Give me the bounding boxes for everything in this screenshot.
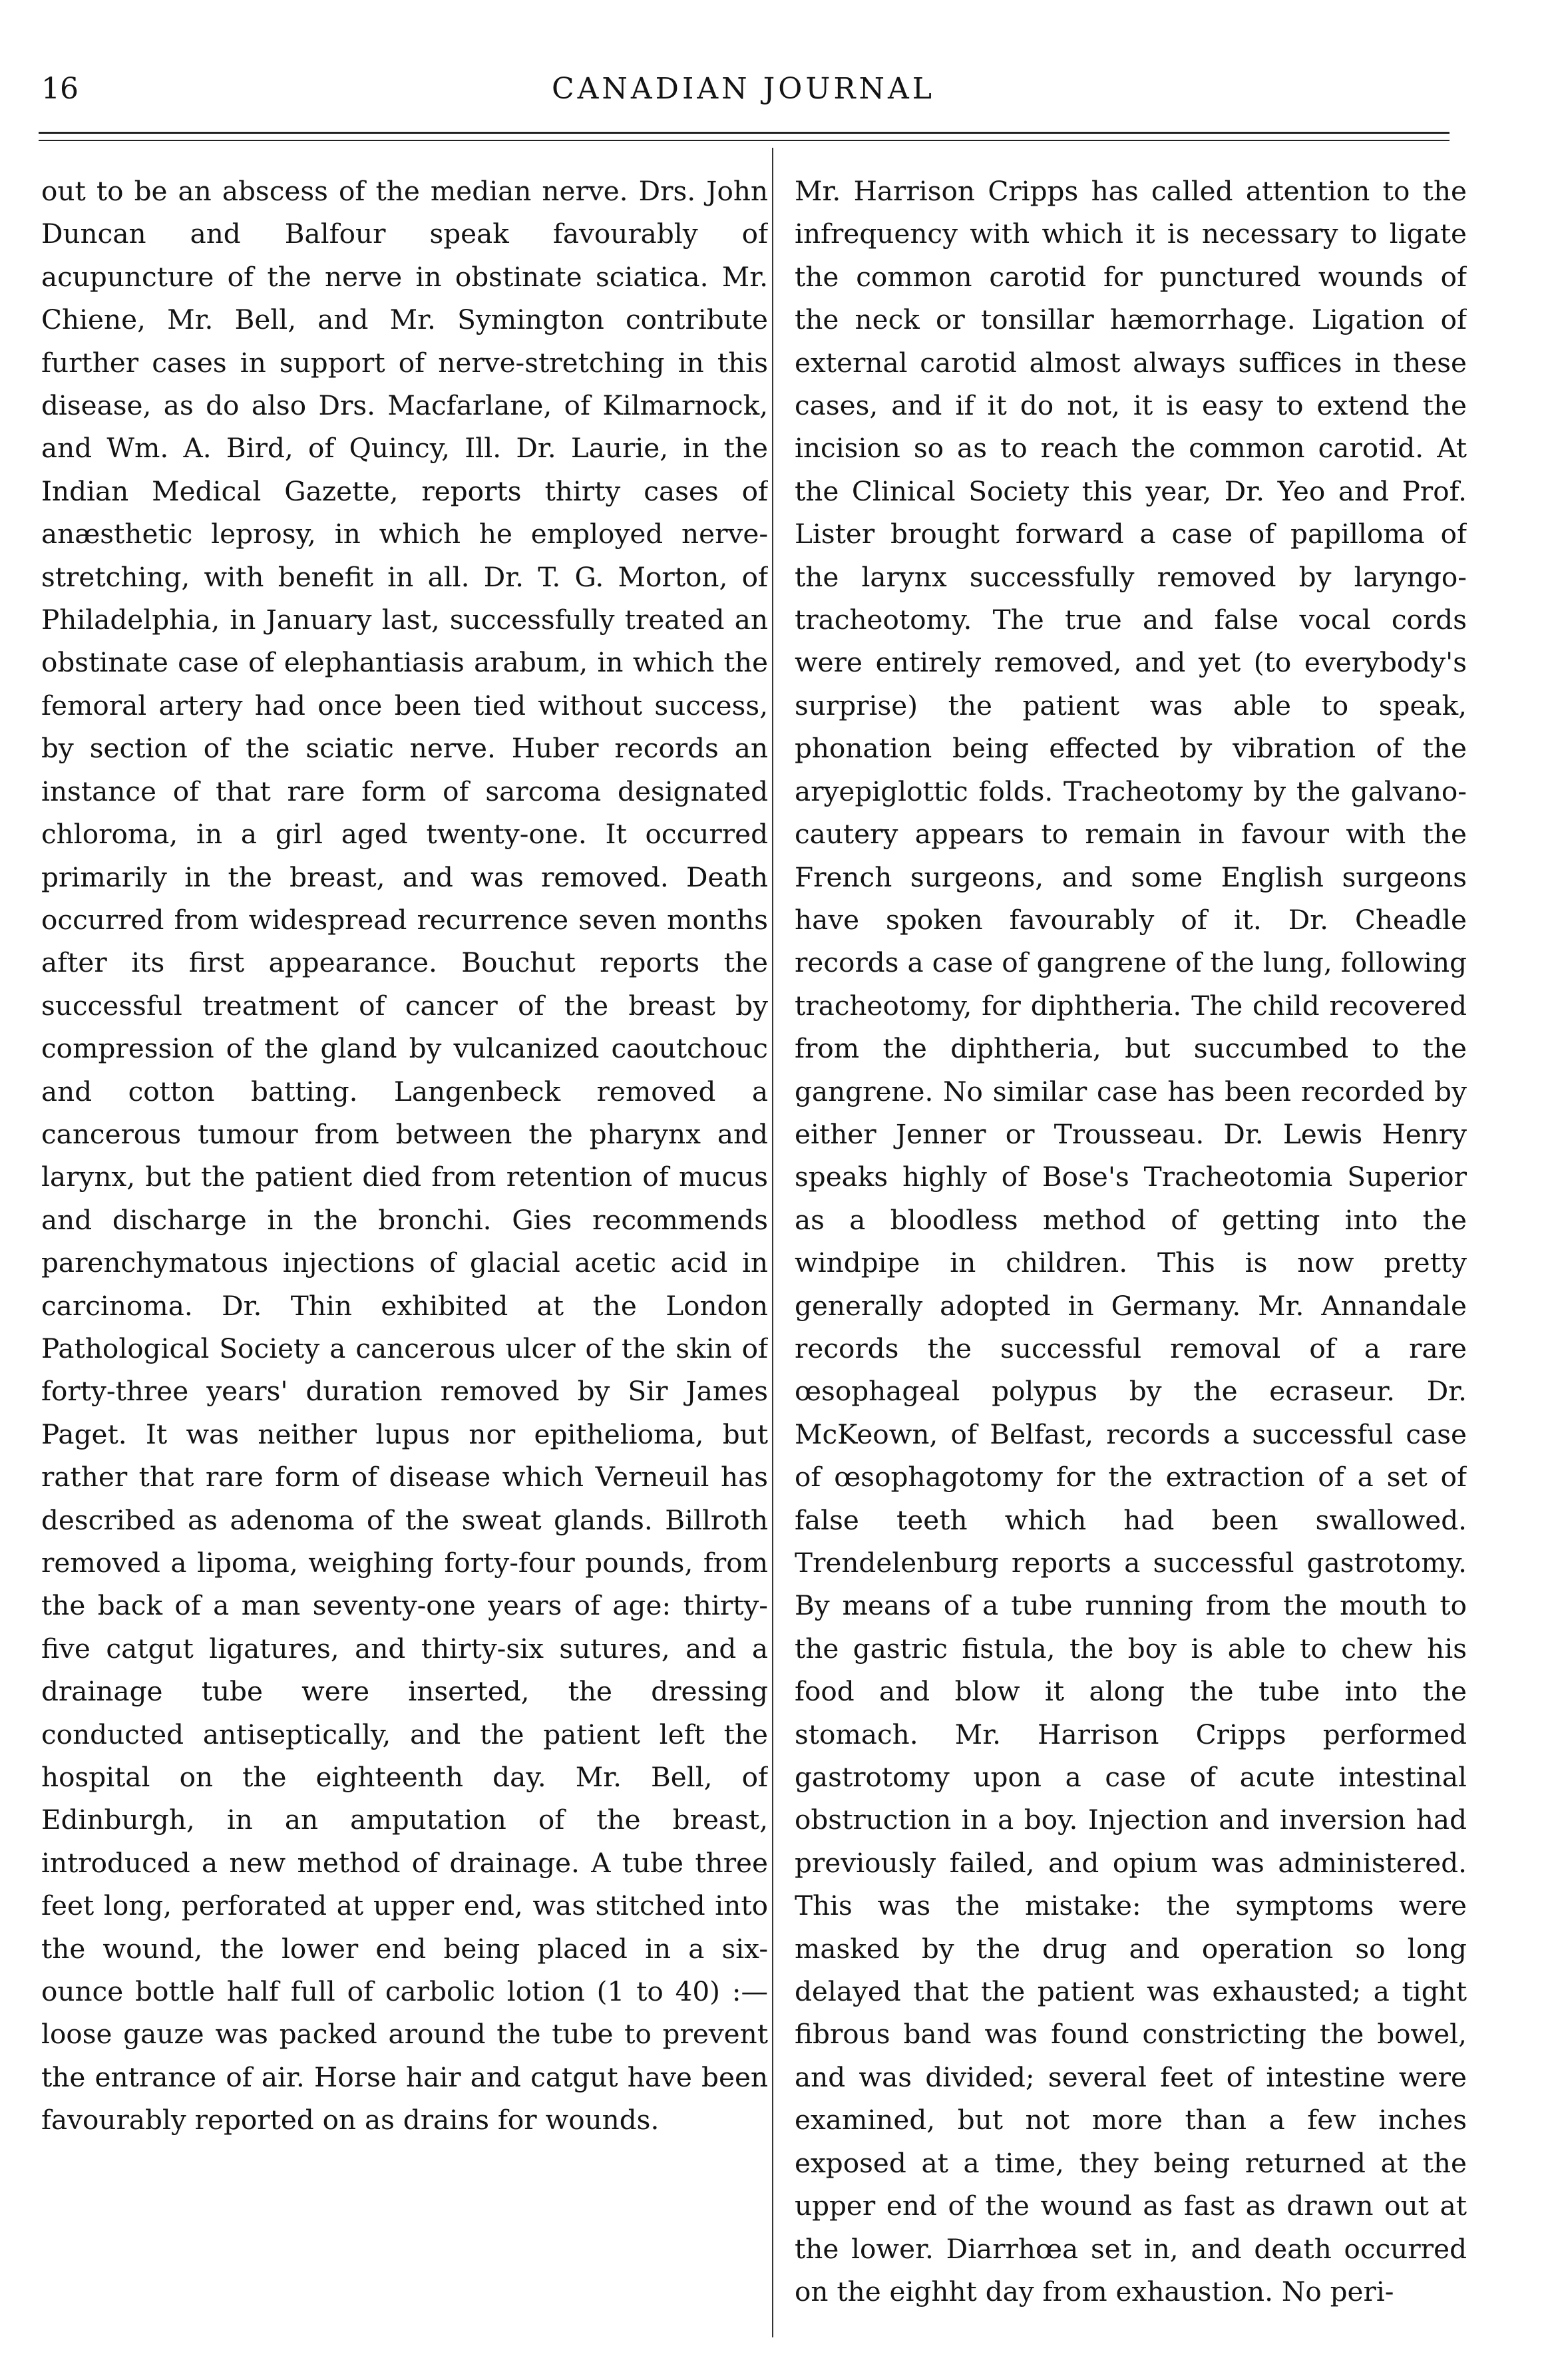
left-column-text: out to be an abscess of the median nerve. Drs. John Duncan and Balfour speak favourably of acupuncture of the nerve in obstinate sciatica. Mr. Chiene, Mr. Bell, and Mr. Symington contribute further cases in support of nerve-stretching in this disease, as do also Drs. Macfarlane, of Kilmarnock, and Wm. A. Bird, of Quincy, Ill. Dr. Laurie, in the Indian Medical Gazette, reports thirty cases of anæsthetic leprosy, in which he employed nerve-stretching, with benefit in all. Dr. T. G. Morton, of Philadelphia, in January last, successfully treated an obstinate case of elephantiasis arabum, in which the femoral artery had once been tied without success, by section of the sciatic nerve. Huber records an instance of that rare form of sarcoma designated chloroma, in a girl aged twenty-one. It occurred primarily in the breast, and was removed. Death occurred from widespread recurrence seven months after its first appearance. Bouchut reports the successful treatment of cancer of the breast by compression of the gland by vulcanized caoutchouc and cotton batting. Langenbeck removed a cancerous tumour from between the pharynx and larynx, but the patient died from retention of mucus and discharge in the bronchi. Gies recommends parenchymatous injections of glacial acetic acid in carcinoma. Dr. Thin exhibited at the London Pathological Society a cancerous ulcer of the skin of forty-three years' duration removed by Sir James Paget. It was neither lupus nor epithelioma, but rather that rare form of disease which Verneuil has described as adenoma of the sweat glands. Billroth removed a lipoma, weighing forty-four pounds, from the back of a man seventy-one years of age: thirty-five catgut ligatures, and thirty-six sutures, and a drainage tube were inserted, the dressing conducted antiseptically, and the patient left the hospital on the eighteenth day. Mr. Bell, of Edinburgh, in an amputation of the breast, introduced a new method of drainage. A tube three feet long, perforated at upper end, was stitched into the wound, the lower end being placed in a six-ounce bottle half full of carbolic lotion (1 to 40) :—loose gauze was packed around the tube to prevent the entrance of air. Horse hair and catgut have been favourably reported on as drains for wounds.	[41, 175, 768, 2136]
header-rule-bottom	[39, 140, 1449, 141]
left-column	[41, 170, 768, 2353]
right-column	[795, 170, 1467, 2353]
page-number: 16	[41, 72, 79, 106]
running-title: CANADIAN JOURNAL	[551, 72, 936, 106]
page-header	[41, 72, 1446, 125]
header-rule-top	[39, 132, 1449, 134]
column-divider	[772, 148, 773, 2337]
right-column-text: Mr. Harrison Cripps has called attention to the infrequency with which it is necessary to ligate the common carotid for punctured wounds of the neck or tonsillar hæmorrhage. Ligation of external carotid almost always suffices in these cases, and if it do not, it is easy to extend the incision so as to reach the common carotid. At the Clinical Society this year, Dr. Yeo and Prof. Lister brought forward a case of papilloma of the larynx successfully removed by laryngo-tracheotomy. The true and false vocal cords were entirely removed, and yet (to everybody's surprise) the patient was able to speak, phonation being effected by vibration of the aryepiglottic folds. Tracheotomy by the galvano-cautery appears to remain in favour with the French surgeons, and some English surgeons have spoken favourably of it. Dr. Cheadle records a case of gangrene of the lung, following tracheotomy, for diphtheria. The child recovered from the diphtheria, but succumbed to the gangrene. No similar case has been recorded by either Jenner or Trousseau. Dr. Lewis Henry speaks highly of Bose's Tracheotomia Superior as a bloodless method of getting into the windpipe in children. This is now pretty generally adopted in Germany. Mr. Annandale records the successful removal of a rare œsophageal polypus by the ecraseur. Dr. McKeown, of Belfast, records a successful case of œsophagotomy for the extraction of a set of false teeth which had been swallowed. Trendelenburg reports a successful gastrotomy. By means of a tube running from the mouth to the gastric fistula, the boy is able to chew his food and blow it along the tube into the stomach. Mr. Harrison Cripps performed gastrotomy upon a case of acute intestinal obstruction in a boy. Injection and inversion had previously failed, and opium was administered. This was the mistake: the symptoms were masked by the drug and operation so long delayed that the patient was exhausted; a tight fibrous band was found constricting the bowel, and was divided; several feet of intestine were examined, but not more than a few inches exposed at a time, they being returned at the upper end of the wound as fast as drawn out at the lower. Diarrhœa set in, and death occurred on the eighht day from exhaustion. No peri-	[795, 175, 1467, 2307]
